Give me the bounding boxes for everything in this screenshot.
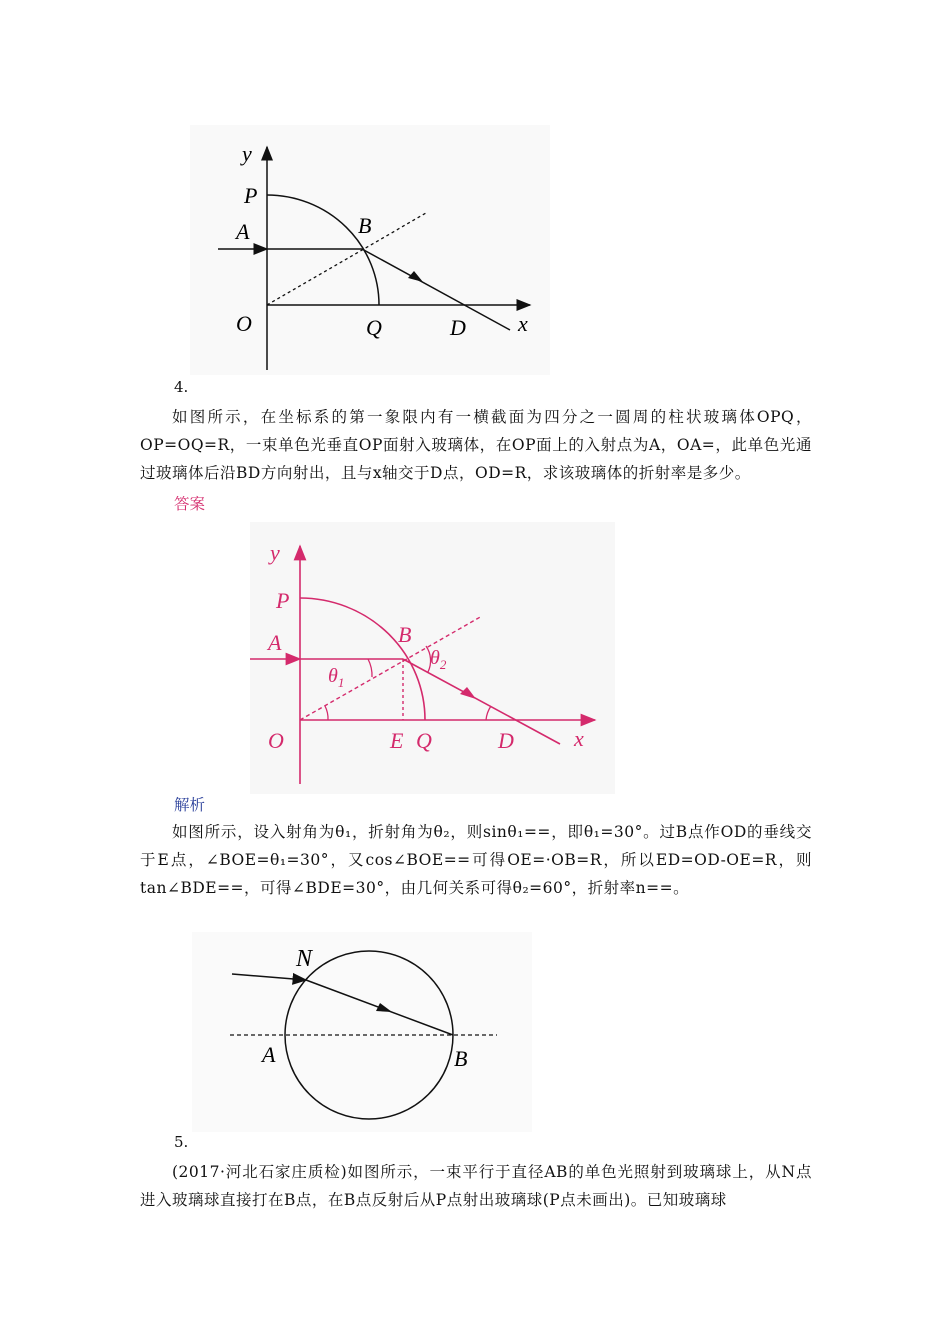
label-B: B <box>358 213 372 238</box>
problem5-text: (2017·河北石家庄质检)如图所示，一束平行于直径AB的单色光照射到玻璃球上，从N点进入玻璃球直接打在B点，在B点反射后从P点射出玻璃球(P点未画出)。已知玻璃球 <box>140 1163 812 1209</box>
answer-label: 答案 <box>174 495 206 513</box>
label2-O: O <box>268 728 284 753</box>
problem4-figure <box>190 125 550 375</box>
problem5-figure <box>192 932 532 1132</box>
label2-x: x <box>574 726 584 751</box>
label-O: O <box>236 311 252 336</box>
label-y: y <box>242 141 252 166</box>
label2-P: P <box>276 588 290 613</box>
label-N: N <box>296 946 313 972</box>
analysis-label: 解析 <box>174 796 206 814</box>
label-D: D <box>450 315 466 340</box>
label2-A: A <box>268 630 282 655</box>
label2-theta1: $\theta_1$ <box>328 665 345 690</box>
label5-A: A <box>262 1042 276 1067</box>
analysis-text: 如图所示，设入射角为θ₁，折射角为θ₂，则sinθ₁==，即θ₁=30°。过B点作OD的垂线交于E点，∠BOE=θ₁=30°，又cos∠BOE==可得OE=·OB=R，所以ED=OD-OE=R，则tan∠BDE==，可得∠BDE=30°，由几何关系可得θ₂=60°，折射率n==。 <box>140 823 812 897</box>
problem5-number: 5. <box>174 1133 189 1151</box>
label-Q: Q <box>366 315 382 340</box>
label2-B: B <box>398 622 412 647</box>
label-x: x <box>518 311 528 336</box>
label2-y: y <box>270 540 280 565</box>
label5-B: B <box>454 1046 468 1071</box>
answer-figure <box>250 522 615 794</box>
problem4-number: 4. <box>174 378 189 396</box>
label2-D: D <box>498 728 514 753</box>
label2-Q: Q <box>416 728 432 753</box>
label2-E: E <box>390 728 404 753</box>
label-A: A <box>236 219 250 244</box>
problem4-text: 如图所示，在坐标系的第一象限内有一横截面为四分之一圆周的柱状玻璃体OPQ，OP=OQ=R，一束单色光垂直OP面射入玻璃体，在OP面上的入射点为A，OA=，此单色光通过玻璃体后沿BD方向射出，且与x轴交于D点，OD=R，求该玻璃体的折射率是多少。 <box>140 408 812 482</box>
label2-theta2: $\theta_2$ <box>430 647 447 672</box>
label-P: P <box>244 183 258 208</box>
